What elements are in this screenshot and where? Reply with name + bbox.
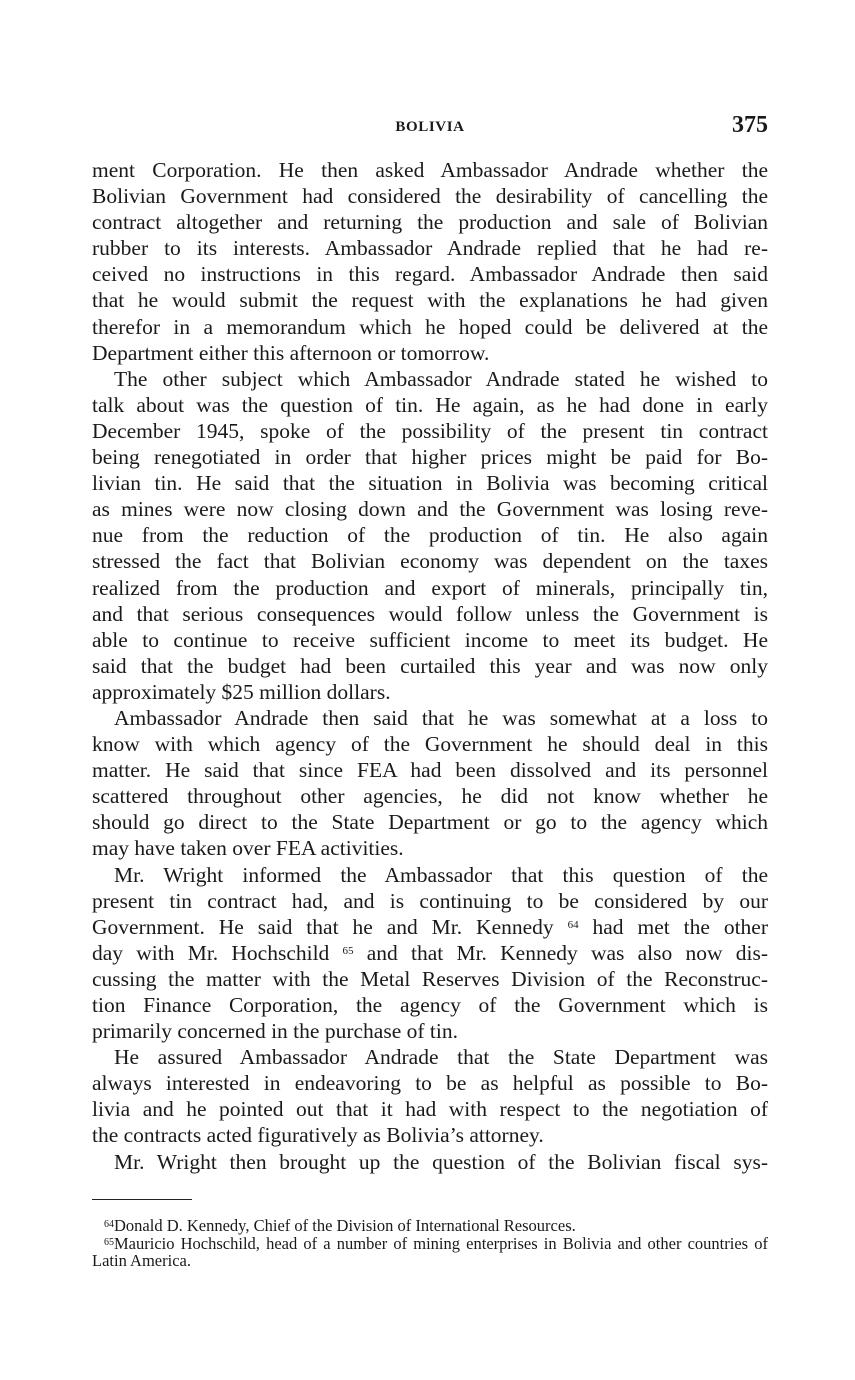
footnote-text: Mauricio Hochschild, head of a number of mining enterprises in Bolivia and other countries of Latin America. [92, 1233, 768, 1270]
text-line: present tin contract had, and is continuing to be considered by our [92, 888, 768, 913]
running-head [92, 112, 768, 142]
text-line: Bolivian Government had considered the desirability of cancelling the [92, 184, 768, 209]
text-line: Mr. Wright then brought up the question of the Bolivian fiscal sys- [114, 1149, 768, 1174]
text-line: always interested in endeavoring to be as helpful as possible to Bo- [92, 1071, 768, 1096]
text-line-with-ref [92, 940, 768, 966]
text-line: scattered throughout other agencies, he did not know whether he [92, 784, 768, 809]
text-line: December 1945, spoke of the possibility of the present tin contract [92, 418, 768, 443]
footnote-mark: 64 [104, 1219, 114, 1230]
text-line: should go direct to the State Department or go to the agency which [92, 810, 768, 835]
text-line: therefor in a memorandum which he hoped could be delivered at the [92, 314, 768, 339]
text-line: approximately $25 million dollars. [92, 679, 391, 704]
text-line: ceived no instructions in this regard. Ambassador Andrade then said [92, 262, 768, 287]
footnote-64 [92, 1217, 768, 1235]
text-line: The other subject which Ambassador Andrade stated he wished to [114, 366, 768, 391]
text-line: Department either this afternoon or tomorrow. [92, 340, 490, 365]
text-line: being renegotiated in order that higher prices might be paid for Bo- [92, 445, 768, 470]
text-line: contract altogether and returning the production and sale of Bolivian [92, 210, 768, 235]
text-line: livia and he pointed out that it had with respect to the negotiation of [92, 1097, 768, 1122]
footnote-65 [92, 1235, 768, 1270]
text-line: realized from the production and export of minerals, principally tin, [92, 575, 768, 600]
text-line: stressed the fact that Bolivian economy was dependent on the taxes [92, 549, 768, 574]
text-line: He assured Ambassador Andrade that the State Department was [114, 1045, 768, 1070]
text-segment: day with Mr. Hochschild [92, 940, 330, 965]
text-line: the contracts acted figuratively as Bolivia’s attorney. [92, 1123, 544, 1148]
text-line: that he would submit the request with the explanations he had given [92, 288, 768, 313]
text-segment: had met the other [592, 914, 768, 939]
text-line: and that serious consequences would follow unless the Government is [92, 601, 768, 626]
text-line: talk about was the question of tin. He again, as he had done in early [92, 392, 768, 417]
text-line: said that the budget had been curtailed this year and was now only [92, 653, 768, 678]
footnote-divider [92, 1199, 192, 1200]
text-line: ment Corporation. He then asked Ambassador Andrade whether the [92, 158, 768, 182]
text-line-with-ref [92, 914, 768, 940]
footnote-mark: 65 [104, 1236, 114, 1248]
text-line: matter. He said that since FEA had been dissolved and its personnel [92, 758, 768, 783]
text-line: able to continue to receive sufficient income to meet its budget. He [92, 627, 768, 652]
text-line: Ambassador Andrade then said that he was somewhat at a loss to [114, 705, 768, 730]
text-line: Mr. Wright informed the Ambassador that this question of the [114, 862, 768, 887]
text-line: tion Finance Corporation, the agency of the Government which is [92, 993, 768, 1017]
text-line: livian tin. He said that the situation in Bolivia was becoming critical [92, 471, 768, 496]
footnote-ref-65[interactable]: 65 [342, 944, 354, 957]
body-text [92, 157, 768, 1175]
text-line: nue from the reduction of the production of tin. He also again [92, 523, 768, 548]
text-line: as mines were now closing down and the Government was losing reve- [92, 497, 768, 522]
text-line: cussing the matter with the Metal Reserves Division of the Reconstruc- [92, 966, 768, 991]
text-segment: and that Mr. Kennedy was also now dis- [366, 940, 768, 965]
footnote-ref-64[interactable]: 64 [567, 918, 579, 931]
footnote-text: Donald D. Kennedy, Chief of the Division of International Resources. [114, 1216, 576, 1235]
text-line: may have taken over FEA activities. [92, 836, 404, 861]
footnotes [92, 1217, 768, 1270]
text-line: primarily concerned in the purchase of tin. [92, 1019, 458, 1044]
text-line: rubber to its interests. Ambassador Andrade replied that he had re- [92, 236, 768, 261]
page-number: 375 [732, 112, 768, 138]
text-segment: Government. He said that he and Mr. Kennedy [92, 914, 554, 939]
text-line: know with which agency of the Government he should deal in this [92, 732, 768, 757]
running-title: BOLIVIA [395, 119, 465, 135]
